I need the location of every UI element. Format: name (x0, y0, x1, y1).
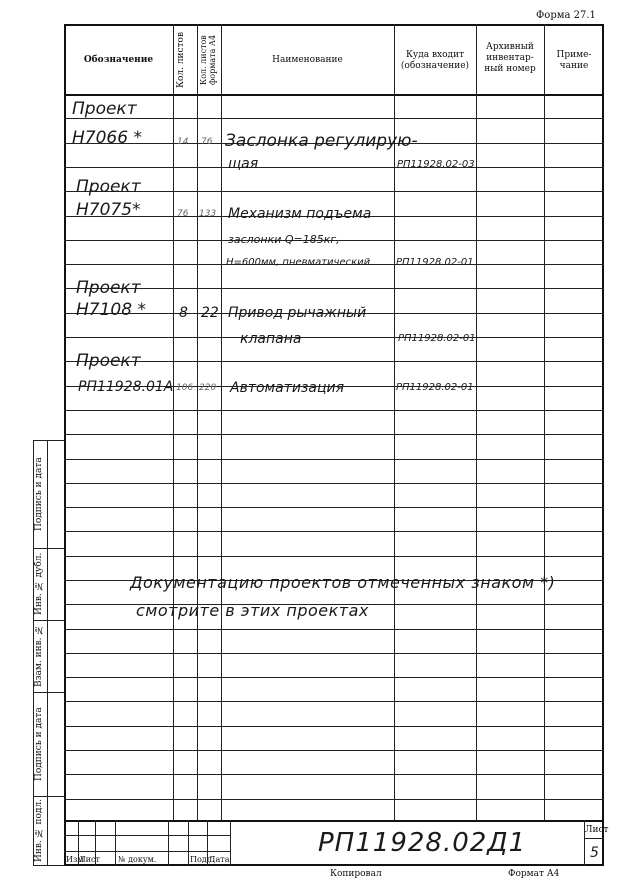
row-rule (64, 750, 604, 751)
row-rule (64, 531, 604, 532)
format-label: Формат А4 (508, 869, 560, 879)
row-11-designation: Проект (76, 351, 141, 371)
row-10-where-used: РП11928.02-01 (398, 333, 476, 344)
row-12-where-used: РП11928.02-01 (396, 382, 474, 393)
side-label-dup-inv: Инв. № дубл. (34, 552, 44, 616)
header-note: Приме-чание (556, 50, 592, 71)
title-block-col-doc: № докум. (118, 855, 157, 864)
row-rule (64, 701, 604, 702)
footnote-line-1: Документацию проектов отмеченных знаком *) (130, 573, 556, 592)
header-where-used: Куда входит (обозначение) (400, 50, 470, 71)
header-archive-number: Архивный инвентар-ный номер (484, 42, 536, 74)
row-rule (64, 774, 604, 775)
title-block-col-sign: Подп. (190, 855, 215, 864)
title-block-col-change: Изм (66, 855, 84, 864)
row-7-where-used: РП11928.02-01 (396, 257, 474, 268)
row-12-sheets-a4: 220 (199, 383, 217, 393)
footnote-line-2: смотрите в этих проектах (136, 601, 369, 620)
side-label-replace-inv: Взам. инв. № (34, 624, 44, 688)
row-rule (64, 556, 604, 557)
row-7-name: Н=600мм, пневматический (226, 257, 371, 268)
row-9-sheets: 8 (179, 305, 188, 321)
row-12-sheets: 106 (176, 383, 194, 393)
row-rule (64, 629, 604, 630)
row-rule (64, 726, 604, 727)
row-rule (64, 361, 604, 362)
row-4-designation: Проект (76, 177, 141, 197)
copied-label: Копировал (330, 869, 382, 879)
header-name: Наименование (272, 55, 343, 65)
title-block-col-sheet: Лист (79, 855, 100, 864)
row-rule (64, 337, 604, 338)
header-sheets-a4: Кол. листов формата А4 (199, 34, 217, 86)
row-2-sheets-a4: 76 (201, 137, 213, 147)
row-12-designation: РП11928.01А (78, 379, 174, 395)
row-2-sheets: 14 (177, 137, 189, 147)
row-9-designation: Н7108 * (76, 300, 146, 320)
row-12-name: Автоматизация (230, 380, 345, 396)
row-rule (64, 459, 604, 460)
row-5-designation: Н7075* (76, 200, 141, 220)
row-9-name: Привод рычажный (228, 305, 367, 321)
row-rule (64, 167, 604, 168)
row-3-where-used: РП11928.02-03 (397, 159, 475, 170)
row-3-name: щая (228, 156, 259, 172)
form-label: Форма 27.1 (536, 10, 596, 21)
side-label-signature-date-bottom: Подпись и дата (34, 707, 44, 781)
title-block-col-date: Дата (209, 855, 230, 864)
side-label-signature-date-top: Подпись и дата (34, 457, 44, 531)
row-5-sheets-a4: 133 (199, 209, 217, 219)
row-rule (64, 677, 604, 678)
row-6-name: заслонки Q=185кг, (228, 233, 340, 246)
row-rule (64, 507, 604, 508)
row-rule (64, 191, 604, 192)
row-rule (64, 410, 604, 411)
row-1-designation: Проект (72, 99, 137, 119)
row-2-name: Заслонка регулирую- (225, 131, 418, 151)
row-2-designation: Н7066 * (72, 128, 142, 148)
row-rule (64, 288, 604, 289)
header-sheets-count: Кол. листов (176, 31, 186, 89)
row-rule (64, 118, 604, 119)
title-block-designation: РП11928.02Д1 (318, 828, 527, 858)
title-block-sheet-number: 5 (590, 845, 599, 861)
header-designation: Обозначение (83, 55, 154, 65)
title-block-sheet-label: Лист (585, 825, 609, 835)
side-label-orig-inv: Инв. № подл. (34, 798, 44, 862)
row-rule (64, 483, 604, 484)
row-9-sheets-a4: 22 (201, 305, 219, 321)
row-8-designation: Проект (76, 278, 141, 298)
row-rule (64, 653, 604, 654)
row-10-name: клапана (240, 331, 302, 347)
row-rule (64, 799, 604, 800)
row-5-name: Механизм подъема (228, 206, 372, 222)
row-rule (64, 434, 604, 435)
row-5-sheets: 76 (177, 209, 189, 219)
